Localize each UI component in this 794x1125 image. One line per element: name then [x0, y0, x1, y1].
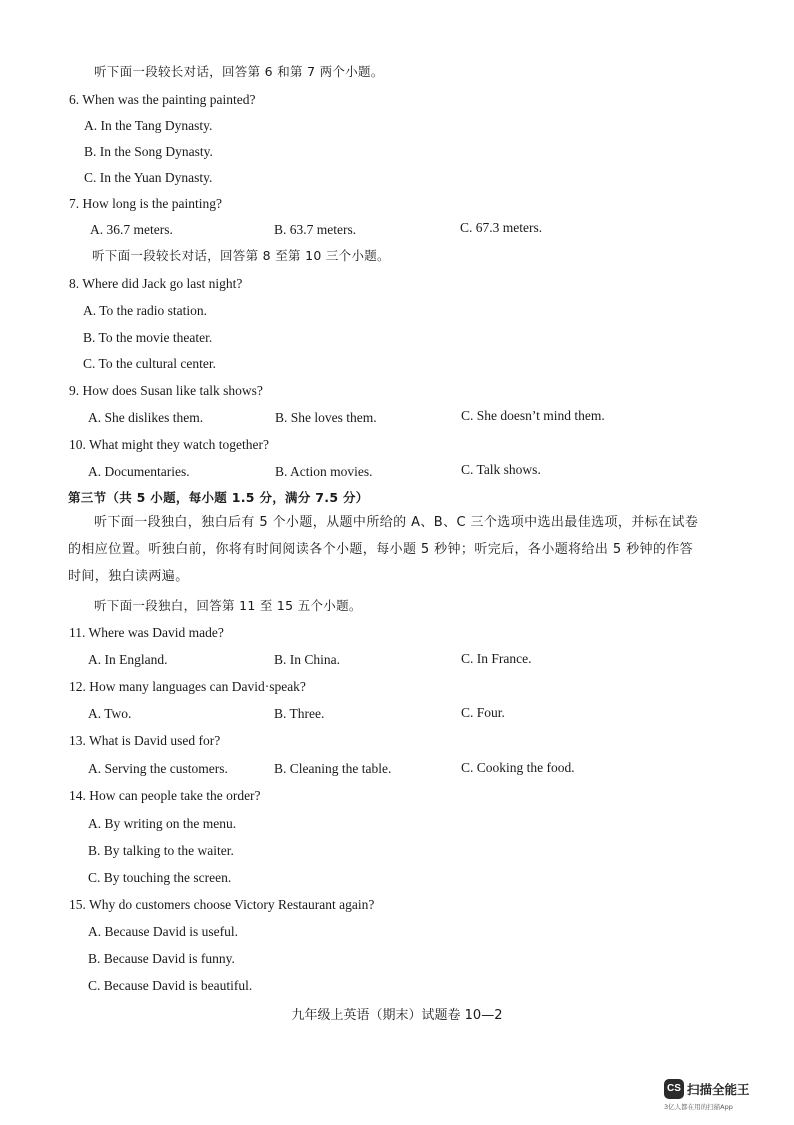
question-11-option-c: C. In France. — [461, 651, 532, 666]
section-3-instructions: 听下面一段独白，独白后有 5 个小题，从题中所给的 A、B、C 三个选项中选出最佳选项，并标在试卷的相应位置。听独白前，你将有时间阅读各个小题，每小题 5 秒钟；听完后，各小题将给出 5 秒钟的作答时间，独白读两遍。 — [68, 515, 699, 584]
dialog-intro-8-10: 听下面一段较长对话，回答第 8 至第 10 三个小题。 — [92, 248, 390, 263]
question-15-option-b: B. Because David is funny. — [88, 951, 235, 966]
watermark-app-name: 扫描全能王 — [687, 1082, 750, 1097]
question-9-option-b: B. She loves them. — [275, 410, 377, 425]
question-15-option-a: A. Because David is useful. — [88, 924, 238, 939]
monologue-intro-11-15: 听下面一段独白，回答第 11 至 15 五个小题。 — [94, 598, 362, 613]
question-8-option-b: B. To the movie theater. — [83, 330, 213, 345]
question-11-option-a: A. In England. — [88, 652, 168, 667]
question-9-option-a: A. She dislikes them. — [88, 410, 204, 425]
question-11-option-b: B. In China. — [274, 652, 340, 667]
question-11: 11. Where was David made? — [69, 625, 224, 640]
question-12-option-b: B. Three. — [274, 706, 325, 721]
question-8: 8. Where did Jack go last night? — [69, 276, 243, 291]
question-12-option-c: C. Four. — [461, 705, 505, 720]
question-13-option-c: C. Cooking the food. — [461, 760, 575, 775]
question-7-option-a: A. 36.7 meters. — [90, 222, 173, 237]
question-7-option-b: B. 63.7 meters. — [274, 222, 357, 237]
section-3-title: 第三节（共 5 小题，每小题 1.5 分，满分 7.5 分） — [68, 490, 369, 505]
question-10: 10. What might they watch together? — [69, 437, 269, 452]
question-14-option-b: B. By talking to the waiter. — [88, 843, 234, 858]
question-8-option-a: A. To the radio station. — [83, 303, 208, 318]
question-13-option-b: B. Cleaning the table. — [274, 761, 392, 776]
question-15: 15. Why do customers choose Victory Restaurant again? — [69, 897, 375, 912]
question-8-option-c: C. To the cultural center. — [83, 356, 217, 371]
question-14: 14. How can people take the order? — [69, 788, 261, 803]
question-10-option-b: B. Action movies. — [275, 464, 373, 479]
question-7-option-c: C. 67.3 meters. — [460, 220, 543, 235]
question-10-option-c: C. Talk shows. — [461, 462, 541, 477]
dialog-intro-6-7: 听下面一段较长对话，回答第 6 和第 7 两个小题。 — [94, 64, 384, 79]
question-6-option-b: B. In the Song Dynasty. — [84, 144, 213, 159]
question-15-option-c: C. Because David is beautiful. — [88, 978, 253, 993]
question-14-option-a: A. By writing on the menu. — [88, 816, 237, 831]
question-13: 13. What is David used for? — [69, 733, 221, 748]
question-12: 12. How many languages can David·speak? — [69, 679, 306, 694]
question-7: 7. How long is the painting? — [69, 196, 222, 211]
watermark-tagline: 3亿人都在用的扫描App — [664, 1103, 733, 1111]
question-6: 6. When was the painting painted? — [69, 92, 256, 107]
page-footer: 九年级上英语（期末）试题卷 10—2 — [291, 1008, 503, 1023]
scanner-watermark — [664, 1079, 776, 1111]
question-13-option-a: A. Serving the customers. — [88, 761, 228, 776]
question-9: 9. How does Susan like talk shows? — [69, 383, 263, 398]
camscanner-logo-icon: CS — [664, 1079, 684, 1099]
question-10-option-a: A. Documentaries. — [88, 464, 190, 479]
question-6-option-a: A. In the Tang Dynasty. — [84, 118, 213, 133]
question-9-option-c: C. She doesn’t mind them. — [461, 408, 605, 423]
question-14-option-c: C. By touching the screen. — [88, 870, 232, 885]
question-6-option-c: C. In the Yuan Dynasty. — [84, 170, 213, 185]
question-12-option-a: A. Two. — [88, 706, 132, 721]
